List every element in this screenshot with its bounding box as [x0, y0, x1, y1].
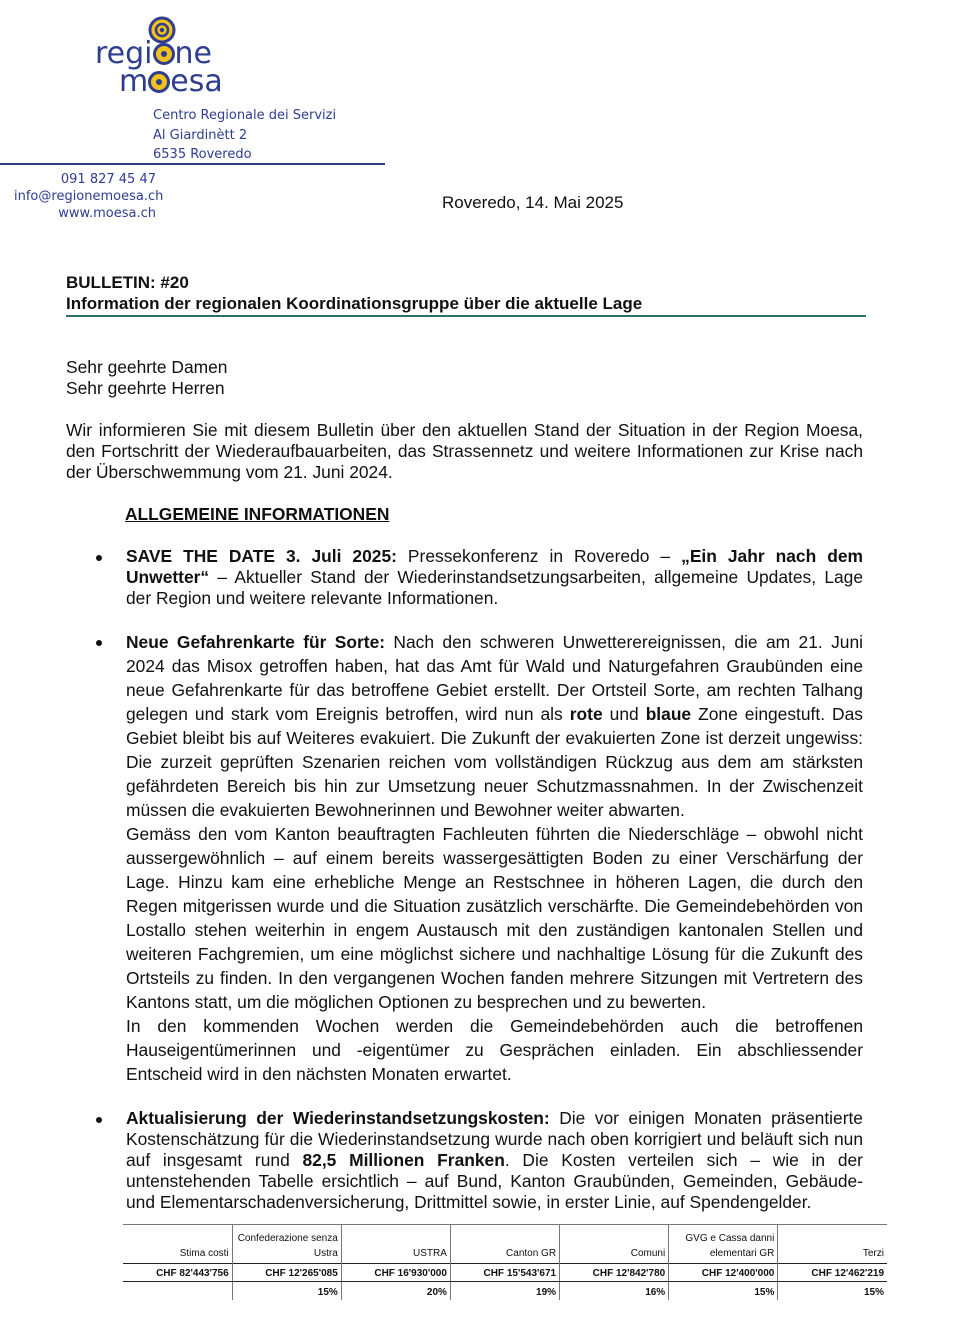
blue-zone-label: blaue: [645, 704, 692, 724]
sender-address: [153, 106, 336, 165]
item-text: . Die Kosten verteilen sich – wie in der untenstehenden Tabelle ersichtlich – auf Bund, Kanton Graubünden, Gemeinden, Gebäude- und Elementarschadenversicherung, Drittmittel sowie, in erster Linie, auf Spendengelder.: [126, 1150, 863, 1212]
table-header-row: [123, 1225, 887, 1264]
item-highlight: 82,5 Millionen Franken: [302, 1150, 505, 1170]
table-header-cell: GVG e Cassa danni elementari GR: [669, 1225, 778, 1264]
table-cell-amount: CHF 12'842'780: [560, 1264, 669, 1282]
phone-number: 091 827 45 47: [60, 172, 156, 187]
item-paragraph: [126, 630, 863, 822]
item-paragraph: [126, 546, 863, 609]
table-cell-amount: CHF 12'462'219: [778, 1264, 887, 1282]
table-row: [123, 1282, 887, 1301]
item-text: – Aktueller Stand der Wiederinstandsetzungsarbeiten, allgemeine Updates, Lage der Region und weitere relevante Informationen.: [126, 567, 863, 608]
bulletin-heading: [66, 272, 642, 314]
sender-contact: [14, 171, 164, 222]
item-lead: SAVE THE DATE 3. Juli 2025:: [126, 546, 397, 566]
item-text: Die vor einigen Monaten präsentierte Kostenschätzung für die Wiederinstandsetzung wurde nach oben korrigiert und beläuft sich nun auf insgesamt rund: [126, 1108, 863, 1170]
item-paragraph: In den kommenden Wochen werden die Gemeindebehörden auch die betroffenen Hauseigentümerinnen und -eigentümer zu Gesprächen einladen. Ein abschliessender Entscheid wird in den nächsten Monaten erwartet.: [126, 1016, 863, 1084]
bulletin-title: Information der regionalen Koordinationsgruppe über die aktuelle Lage: [66, 294, 643, 313]
table-cell-percent: 20%: [341, 1282, 450, 1301]
salutation-line: Sehr geehrte Damen: [66, 357, 228, 377]
table-cell-percent: 15%: [778, 1282, 887, 1301]
table-header-cell: Canton GR: [450, 1225, 559, 1264]
table-header-cell: USTRA: [341, 1225, 450, 1264]
address-line: Centro Regionale dei Servizi: [153, 108, 337, 123]
table-cell-amount: CHF 12'265'085: [232, 1264, 341, 1282]
list-item: [126, 1108, 863, 1213]
list-item: [126, 546, 863, 609]
table-header-cell: Confederazione senza Ustra: [232, 1225, 341, 1264]
website-link[interactable]: www.moesa.ch: [58, 206, 156, 221]
bullet-icon: [96, 1117, 102, 1123]
section-heading: ALLGEMEINE INFORMATIONEN: [125, 504, 390, 524]
bullet-icon: [96, 555, 102, 561]
title-divider: [66, 315, 866, 317]
item-text: Nach den schweren Unwetterereignissen, die am 21. Juni 2024 das Misox getroffen haben, hat das Amt für Wald und Naturgefahren Graubünden eine neue Gefahrenkarte für das betroffene Gebiet erstellt. Der Ortsteil Sorte, am rechten Talhang gelegen und stark vom Ereignis betroffen, wird nun als: [126, 632, 864, 724]
table-cell-amount: CHF 15'543'671: [450, 1264, 559, 1282]
table-cell-amount: CHF 12'400'000: [669, 1264, 778, 1282]
item-highlight: „Ein Jahr nach dem Unwetter“: [126, 546, 864, 587]
table-cell-percent: 15%: [232, 1282, 341, 1301]
bullet-icon: [96, 640, 102, 646]
logo-text-part: ne: [174, 36, 212, 71]
table-row: [123, 1264, 887, 1282]
date-line: Roveredo, 14. Mai 2025: [442, 193, 624, 212]
logo-text-part: esa: [170, 64, 223, 99]
logo-ring-icon: [148, 71, 170, 93]
logo-wordmark: [95, 36, 223, 99]
red-zone-label: rote: [569, 704, 603, 724]
table-header-cell: Comuni: [560, 1225, 669, 1264]
logo-text-part: m: [119, 64, 149, 99]
table-cell-percent: 16%: [560, 1282, 669, 1301]
bulletin-number: BULLETIN: #20: [66, 273, 189, 292]
table-header-cell: Terzi: [778, 1225, 887, 1264]
item-text: und: [602, 704, 646, 724]
item-lead: Neue Gefahrenkarte für Sorte:: [126, 632, 386, 652]
logo-text-part: regi: [95, 36, 153, 71]
item-text: Pressekonferenz in Roveredo –: [396, 546, 682, 566]
address-line: 6535 Roveredo: [153, 147, 252, 162]
table-cell-amount: CHF 82'443'756: [123, 1264, 232, 1282]
table-cell-amount: CHF 16'930'000: [341, 1264, 450, 1282]
table-cell-percent: 19%: [450, 1282, 559, 1301]
item-paragraph: Gemäss den vom Kanton beauftragten Fachleuten führten die Niederschläge – obwohl nicht aussergewöhnlich – auf einem bereits wassergesättigten Boden zu einer Verschärfung der Lage. Hinzu kam eine erhebliche Menge an Restschnee in höheren Lagen, die durch den Regen mitgerissen wurde und die Situation zusätzlich verschärfte. Die Gemeindebehörden von Lostallo stehen weiterhin in engem Austausch mit den zuständigen kantonalen Stellen und weiteren Fachgremien, um eine möglichst sichere und nachhaltige Lösung für die Zukunft des Ortsteils zu finden. In den vergangenen Wochen fanden mehrere Sitzungen mit Vertretern des Kantons statt, um die möglichen Optionen zu besprechen und zu bewerten.: [126, 824, 863, 1012]
logo-ring-icon: [153, 43, 175, 65]
item-lead: Aktualisierung der Wiederinstandsetzungskosten:: [126, 1108, 550, 1128]
list-item: [126, 630, 863, 1086]
item-text: Zone eingestuft. Das Gebiet bleibt bis auf Weiteres evakuiert. Die Zukunft der evakuierten Zone ist derzeit ungewiss: Die zurzeit geprüften Szenarien reichen vom vollständigen Rückzug aus dem am stärksten gefährdeten Bereich bis hin zur Umsetzung neuer Schutzmassnahmen. In der Zwischenzeit müssen die evakuierten Bewohnerinnen und Bewohner weiter abwarten.: [126, 704, 863, 820]
item-paragraph: [126, 1108, 863, 1213]
address-line: Al Giardinètt 2: [153, 127, 248, 143]
table-cell-percent: 15%: [669, 1282, 778, 1301]
cost-table: [123, 1224, 887, 1300]
salutation: [66, 357, 227, 399]
email-address[interactable]: info@regionemoesa.ch: [14, 189, 164, 204]
intro-paragraph: Wir informieren Sie mit diesem Bulletin über den aktuellen Stand der Situation in der Region Moesa, den Fortschritt der Wiederaufbauarbeiten, das Strassennetz und weitere Informationen zur Krise nach der Überschwemmung vom 21. Juni 2024.: [66, 420, 863, 482]
table-header-cell: Stima costi: [123, 1225, 232, 1264]
salutation-line: Sehr geehrte Herren: [66, 378, 225, 398]
table-cell-percent: [123, 1282, 232, 1301]
header-divider: [0, 163, 385, 165]
